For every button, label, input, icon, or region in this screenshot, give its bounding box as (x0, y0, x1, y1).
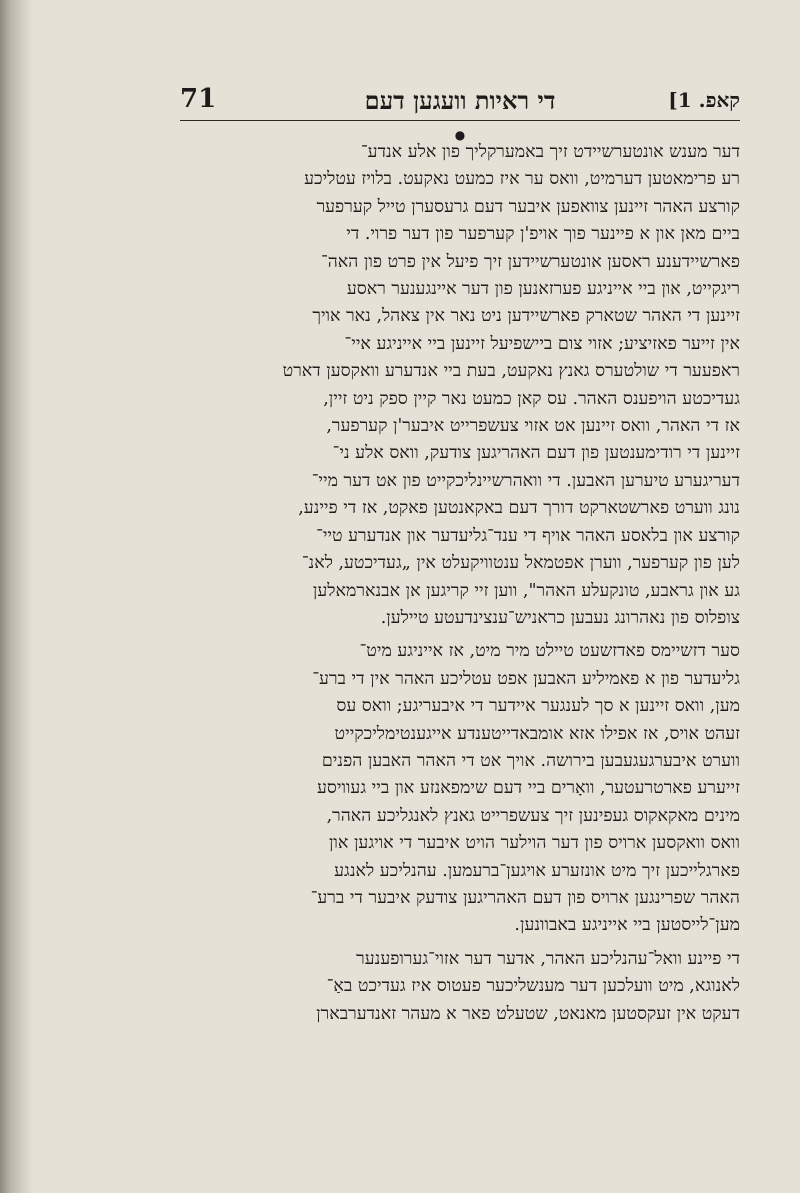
text-line: געדיכטע הויפענס האהר. עס קאן כמעט נאר קיין ספק ניט זיין, (323, 388, 740, 409)
text-line: האהר שפרינגען ארויס פון דעם האהריגען צודעק איבער די ברע־ (310, 887, 740, 908)
section-bullet: ● (454, 128, 466, 142)
text-line: מינים מאקאקוס געפינען זיך צעשפרייט גאנץ לאנגליכע האהר, (326, 805, 740, 826)
text-line: ווערט איבערגעגעבען בירושה. אויך אט די האהר האבען הפנים (321, 750, 740, 771)
text-line: דעקט אין זעקסטען מאנאט, שטעלט פאר א מעהר זאנדערבארן (316, 1003, 740, 1024)
book-binding-shadow (0, 0, 34, 1193)
text-line: קורצע האהר זיינען צוואפען איבער דעם גרעסערן טייל קערפער (316, 196, 740, 217)
text-line: זיינען די רודימענטען פון דעם האהריגען צודעק, וואס אלע ני־ (332, 443, 740, 464)
text-line: אז די האהר, וואס זיינען אט אזוי צעשפרייט איבער'ן קערפער, (326, 416, 740, 437)
chapter-marker: קאפ. 1] (668, 88, 740, 112)
text-line: ראפעער די שולטערס גאנץ נאקעט, בעת ביי אנדערע וואקסען דארט (282, 361, 740, 382)
paragraph-1 (180, 139, 740, 632)
running-title: די ראיות וועגען דעם (364, 86, 556, 115)
text-line: גע און גראבע, טונקעלע האהר", ווען זיי קריגען אן אבנארמאלען (312, 580, 740, 601)
text-line: זייערע פארטרעטער, וואָרים ביי דעם שימפאנזע און ביי געוויסע (317, 778, 740, 799)
text-line: רע פרימאטען דערמיט, וואס ער איז כמעט נאקעט. בלויז עטליכע (304, 169, 740, 190)
book-page (180, 80, 740, 1140)
text-line: זיינען די האהר שטארק פארשיידען ניט נאר אין צאהל, נאר אויך (312, 306, 740, 327)
text-line: לען פון קערפער, ווערן אפטמאל ענטוויקעלט אין „געדיכטע, לאנ־ (301, 553, 740, 574)
text-line: די פיינע וואל־עהנליכע האהר, אדער דער אזוי־גערופענער (356, 948, 740, 969)
text-line: זעהט אויס, אז אפילו אזא אומבאדייטענדע אייגענטימליכקייט (334, 723, 740, 744)
text-line: וואס וואקסען ארויס פון דער הוילער הויט איבער די אויגען און (328, 833, 740, 854)
text-line: פארשיידענע ראסען אונטערשיידען זיך פיעל אין פרט פון האה־ (321, 251, 740, 272)
text-line: גליעדער פון א פאמיליע האבען אפט עטליכע האהר אין די ברע־ (312, 668, 740, 689)
page-header (180, 80, 740, 121)
text-line: ריגקייט, און ביי אייניגע פערזאנען פון דער איינגענער ראסע (346, 279, 740, 300)
text-line: דעריגערע טיערען האבען. די וואהרשיינליכקייט פון אט דער מיי־ (311, 470, 740, 491)
page-number: 71 (180, 84, 217, 114)
text-line: סער דזשיימס פאדזשעט טיילט מיר מיט, אז אייניגע מיט־ (359, 641, 740, 662)
text-line: מען, וואס זיינען א סך לענגער איידער די איבעריגע; וואס עס (336, 696, 740, 717)
text-line: לאנוגא, מיט וועלכען דער מענשליכער פעטוס איז געדיכט באַ־ (326, 976, 740, 997)
text-line: ביים מאן און א פיינער פוך אויפ'ן קערפער פון דער פרוי. די (346, 224, 740, 245)
text-line: אין זייער פאזיציע; אזוי צום ביישפיעל זיינען ביי אייניגע איי־ (344, 333, 740, 354)
text-line: דער מענש אונטערשיידט זיך באמערקליך פון אלע אנדע־ (360, 142, 740, 162)
text-line: קורצע און בלאסע האהר אויף די ענד־גליעדער און אנדערע טיי־ (316, 525, 740, 546)
text-line: נונג ווערט פארשטארקט דורך דעם באקאנטען פאקט, אז די פיינע, (298, 498, 740, 519)
paragraph-2 (180, 638, 740, 939)
text-line: פארגלייכען זיך מיט אונזערע אויגען־ברעמען. עהנליכע לאנגע (334, 860, 740, 881)
paragraph-3 (180, 946, 740, 1028)
text-line: מען־לייסטען ביי אייניגע באבוונען. (514, 915, 740, 936)
text-line: צופלוס פון נאהרונג נעבען כראניש־ענצינדעטע טיילען. (380, 607, 740, 628)
